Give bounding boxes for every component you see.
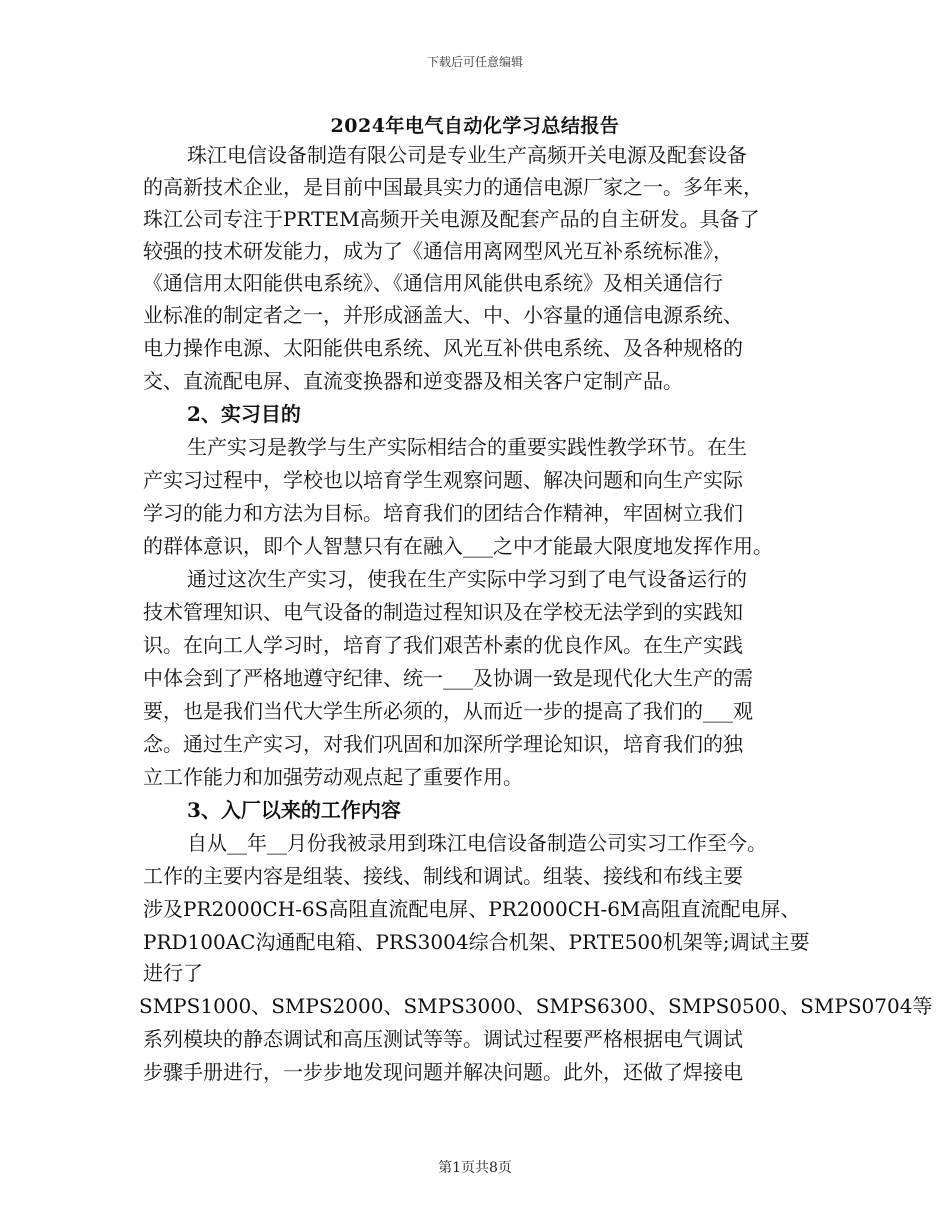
body-line: 学习的能力和方法为目标。培育我们的团结合作精神，牢固树立我们	[143, 501, 743, 525]
body-line: 中体会到了严格地遵守纪律、统一___及协调一致是现代化大生产的需	[143, 666, 753, 690]
body-line: 念。通过生产实习，对我们巩固和加深所学理论知识，培育我们的独	[143, 732, 743, 756]
body-line: 较强的技术研发能力，成为了《通信用离网型风光互补系统标准》，	[143, 239, 733, 263]
section-heading: 2、实习目的	[187, 402, 301, 426]
body-line: 步骤手册进行，一步步地发现问题并解决问题。此外，还做了焊接电	[143, 1060, 743, 1084]
body-line: 《通信用太阳能供电系统》、《通信用风能供电系统》及相关通信行	[143, 271, 723, 295]
body-line: 的高新技术企业，是目前中国最具实力的通信电源厂家之一。多年来，	[143, 175, 763, 199]
body-line: 自从__年__月份我被录用到珠江电信设备制造公司实习工作至今。	[187, 831, 767, 855]
body-line: 工作的主要内容是组装、接线、制线和调试。组装、接线和布线主要	[143, 864, 743, 888]
body-line: 要，也是我们当代大学生所必须的，从而近一步的提高了我们的___观	[143, 699, 753, 723]
body-line: 系列模块的静态调试和高压测试等等。调试过程要严格根据电气调试	[143, 1027, 743, 1051]
body-line: 技术管理知识、电气设备的制造过程知识及在学校无法学到的实践知	[143, 600, 743, 624]
body-line: 的群体意识，即个人智慧只有在融入___之中才能最大限度地发挥作用。	[143, 534, 773, 558]
body-line: 进行了	[143, 961, 203, 985]
page-header-note: 下载后可任意编辑	[426, 55, 523, 69]
body-line: 产实习过程中，学校也以培育学生观察问题、解决问题和向生产实际	[143, 468, 743, 492]
document-title: 2024年电气自动化学习总结报告	[330, 115, 620, 137]
body-line: 涉及PR2000CH-6S高阻直流配电屏、PR2000CH-6M高阻直流配电屏、	[143, 897, 801, 921]
body-line: 通过这次生产实习，使我在生产实际中学习到了电气设备运行的	[187, 567, 747, 591]
body-line: 生产实习是教学与生产实际相结合的重要实践性教学环节。在生	[187, 435, 747, 459]
body-line: 珠江电信设备制造有限公司是专业生产高频开关电源及配套设备	[187, 143, 747, 167]
body-line: SMPS1000、SMPS2000、SMPS3000、SMPS6300、SMPS0500、SMPS0704等	[139, 994, 933, 1018]
section-heading: 3、入厂以来的工作内容	[187, 798, 401, 822]
body-line: 珠江公司专注于PRTEM高频开关电源及配套产品的自主研发。具备了	[143, 207, 760, 231]
body-line: 识。在向工人学习时，培育了我们艰苦朴素的优良作风。在生产实践	[143, 633, 743, 657]
page-footer: 第1页共8页	[438, 1160, 512, 1176]
body-line: 业标准的制定者之一，并形成涵盖大、中、小容量的通信电源系统、	[143, 303, 743, 327]
body-line: PRD100AC沟通配电箱、PRS3004综合机架、PRTE500机架等;调试主要	[143, 930, 810, 954]
body-line: 电力操作电源、太阳能供电系统、风光互补供电系统、及各种规格的	[143, 336, 743, 360]
body-line: 立工作能力和加强劳动观点起了重要作用。	[143, 765, 523, 789]
body-line: 交、直流配电屏、直流变换器和逆变器及相关客户定制产品。	[143, 369, 683, 393]
